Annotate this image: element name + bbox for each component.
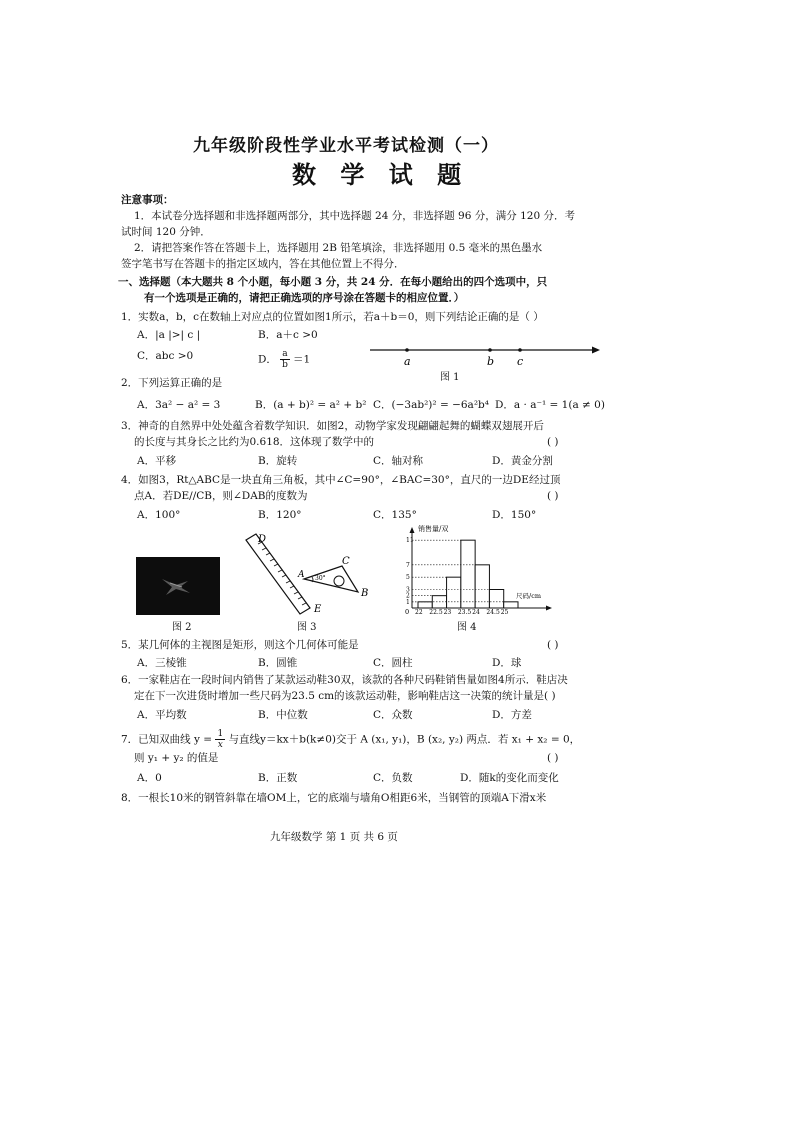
x-tick-label-3: 23.5 [457,609,472,614]
question-7-option-c: C．负数 [373,772,413,784]
label-A: A [298,570,305,580]
bar-0 [418,602,432,608]
figure-4-bar-chart [398,522,558,614]
question-6-option-d: D．方差 [492,709,532,721]
question-7-option-d: D．随k的变化而变化 [460,772,559,784]
question-2-option-a: A．3a² − a² = 3 [137,399,221,411]
question-7-line-2: 则 y₁ + y₂ 的值是 [134,752,219,764]
question-1-option-b: B．a＋c >0 [258,329,318,341]
label-b: b [487,355,495,368]
notice-item-1-line-2: 试时间 120 分钟． [121,226,211,238]
x-axis-arrow-icon [546,606,552,611]
question-8-line-1: 8．一根长10米的钢管斜靠在墙OM上，它的底端与墙角O相距6米，当钢管的顶端A下滑x米 [121,792,547,804]
question-3-option-a: A．平移 [137,455,177,467]
butterfly-icon [136,557,220,615]
question-6-option-b: B．中位数 [258,709,308,721]
exam-title: 九年级阶段性学业水平考试检测（一） [193,136,499,156]
x-tick-label-6: 25 [500,609,509,614]
question-4-option-c: C．135° [373,509,417,521]
question-5-option-a: A．三棱锥 [137,657,187,669]
x-tick-label-5: 24.5 [486,609,500,614]
point-a [405,348,409,352]
notice-heading: 注意事项： [121,194,174,206]
question-2-option-b: B．(a + b)² = a² + b² [255,399,367,411]
y-tick-label-4: 7 [406,561,410,569]
label-a: a [404,355,411,368]
question-5-option-d: D．球 [492,657,522,669]
question-6-line-2: 定在下一次进货时增加一些尺码为23.5 cm的该款运动鞋，影响鞋店这一决策的统计量是( ) [134,690,556,702]
bar-6 [504,602,518,608]
question-3-option-d: D．黄金分割 [492,455,553,467]
question-7-line-1: 7．已知双曲线 y = $\frac{1}{x}$ 与直线y＝kx＋b(k≠0)交于 A (x₁, y₁)，B (x₂, y₂) 两点．若 x₁ + x₂ = 0， [121,729,581,750]
figure-4-caption: 图 4 [457,622,477,633]
y-axis-arrow-icon [410,527,415,533]
question-7-option-b: B．正数 [258,772,298,784]
exam-subject: 数 学 试 题 [292,160,470,189]
x-tick-label-2: 23 [443,609,452,614]
figure-1-caption: 图 1 [440,372,460,383]
question-5-option-c: C．圆柱 [373,657,413,669]
y-tick-label-0: 1 [406,598,410,606]
question-4-option-b: B．120° [258,509,302,521]
question-3-line-2: 的长度与其身长之比约为0.618．这体现了数学中的 [134,436,375,448]
label-E: E [314,604,322,615]
figure-2-caption: 图 2 [172,622,192,633]
figure-3-ruler-triangle [236,530,376,620]
question-1-option-a: A．|a |>| c | [137,329,201,341]
label-B: B [361,588,369,599]
x-tick-label-1: 22.5 [429,609,443,614]
y-axis-label: 销售量/双 [418,525,449,533]
question-3-option-c: C．轴对称 [373,455,424,467]
label-C: C [342,556,350,567]
y-tick-label-5: 11 [406,537,414,545]
point-c [518,348,522,352]
notice-item-2-line-1: 2．请把答案作答在答题卡上，选择题用 2B 铅笔填涂，非选择题用 0.5 毫米的黑色墨水 [134,242,543,254]
figure-1-number-line [364,340,604,380]
question-3-line-1: 3．神奇的自然界中处处蕴含着数学知识．如图2，动物学家发现翩翩起舞的蝴蝶双翅展开后 [121,420,544,432]
question-4-option-d: D．150° [492,509,537,521]
question-2-option-d: D．a · a⁻¹ = 1(a ≠ 0) [495,399,605,411]
set-square-triangle [304,566,358,592]
x-tick-label-4: 24 [472,609,480,614]
question-5-option-b: B．圆锥 [258,657,298,669]
bar-2 [447,577,461,608]
y-tick-label-3: 5 [406,574,410,582]
question-4-answer-paren: ( ) [547,490,559,502]
origin-label: 0 [405,608,410,614]
question-6-option-a: A．平均数 [137,709,187,721]
question-6-line-1: 6．一家鞋店在一段时间内销售了某款运动鞋30双，该款的各种尺码鞋销售量如图4所示．鞋店决 [121,674,568,686]
question-1-stem: 1．实数a，b，c在数轴上对应点的位置如图1所示，若a＋b＝0，则下列结论正确的是（ ） [121,311,544,323]
question-7-option-a: A．0 [137,772,162,784]
figure-2-butterfly-photo [136,557,220,615]
page-footer: 九年级数学 第 1 页 共 6 页 [270,831,398,843]
question-7-answer-paren: ( ) [547,752,559,764]
x-tick-label-0: 22 [415,609,423,614]
notice-item-2-line-2: 签字笔书写在答题卡的指定区域内，答在其他位置上不得分． [121,258,405,270]
question-3-answer-paren: ( ) [547,436,559,448]
notice-item-1-line-1: 1．本试卷分选择题和非选择题两部分，其中选择题 24 分，非选择题 96 分，满分 120 分．考 [134,210,575,222]
question-3-option-b: B．旋转 [258,455,298,467]
y-tick-label-1: 2 [406,592,410,600]
question-6-option-c: C．众数 [373,709,413,721]
question-5-stem: 5．某几何体的主视图是矩形，则这个几何体可能是 [121,639,359,651]
section-1-heading-line-1: 一、选择题（本大题共 8 个小题，每小题 3 分，共 24 分．在每小题给出的四个选项中，只 [118,276,548,288]
question-1-option-d: D． $\frac{a}{b}$ ＝1 [258,349,311,370]
number-line-arrow-icon [592,347,600,354]
bar-5 [489,590,503,609]
label-c: c [517,355,524,368]
question-4-line-2: 点A．若DE//CB，则∠DAB的度数为 [134,490,308,502]
question-4-line-1: 4．如图3，Rt△ABC是一块直角三角板，其中∠C=90°，∠BAC=30°，直尺的一边DE经过顶 [121,474,561,486]
question-1-option-c: C．abc >0 [137,350,194,362]
question-5-answer-paren: ( ) [547,639,559,651]
bar-3 [461,540,475,608]
question-2-stem: 2．下列运算正确的是 [121,377,223,389]
question-4-option-a: A．100° [137,509,181,521]
label-30-degree: 30° [315,575,326,582]
bar-4 [475,565,489,608]
figure-3-caption: 图 3 [297,622,317,633]
x-axis-label: 尺码/cm [516,592,541,600]
label-D: D [258,534,267,545]
question-2-option-c: C．(−3ab²)² = −6a²b⁴ [373,399,489,411]
section-1-heading-line-2: 有一个选项是正确的，请把正确选项的序号涂在答题卡的相应位置．） [144,292,465,304]
point-b [488,348,492,352]
y-tick-label-2: 3 [406,586,410,594]
